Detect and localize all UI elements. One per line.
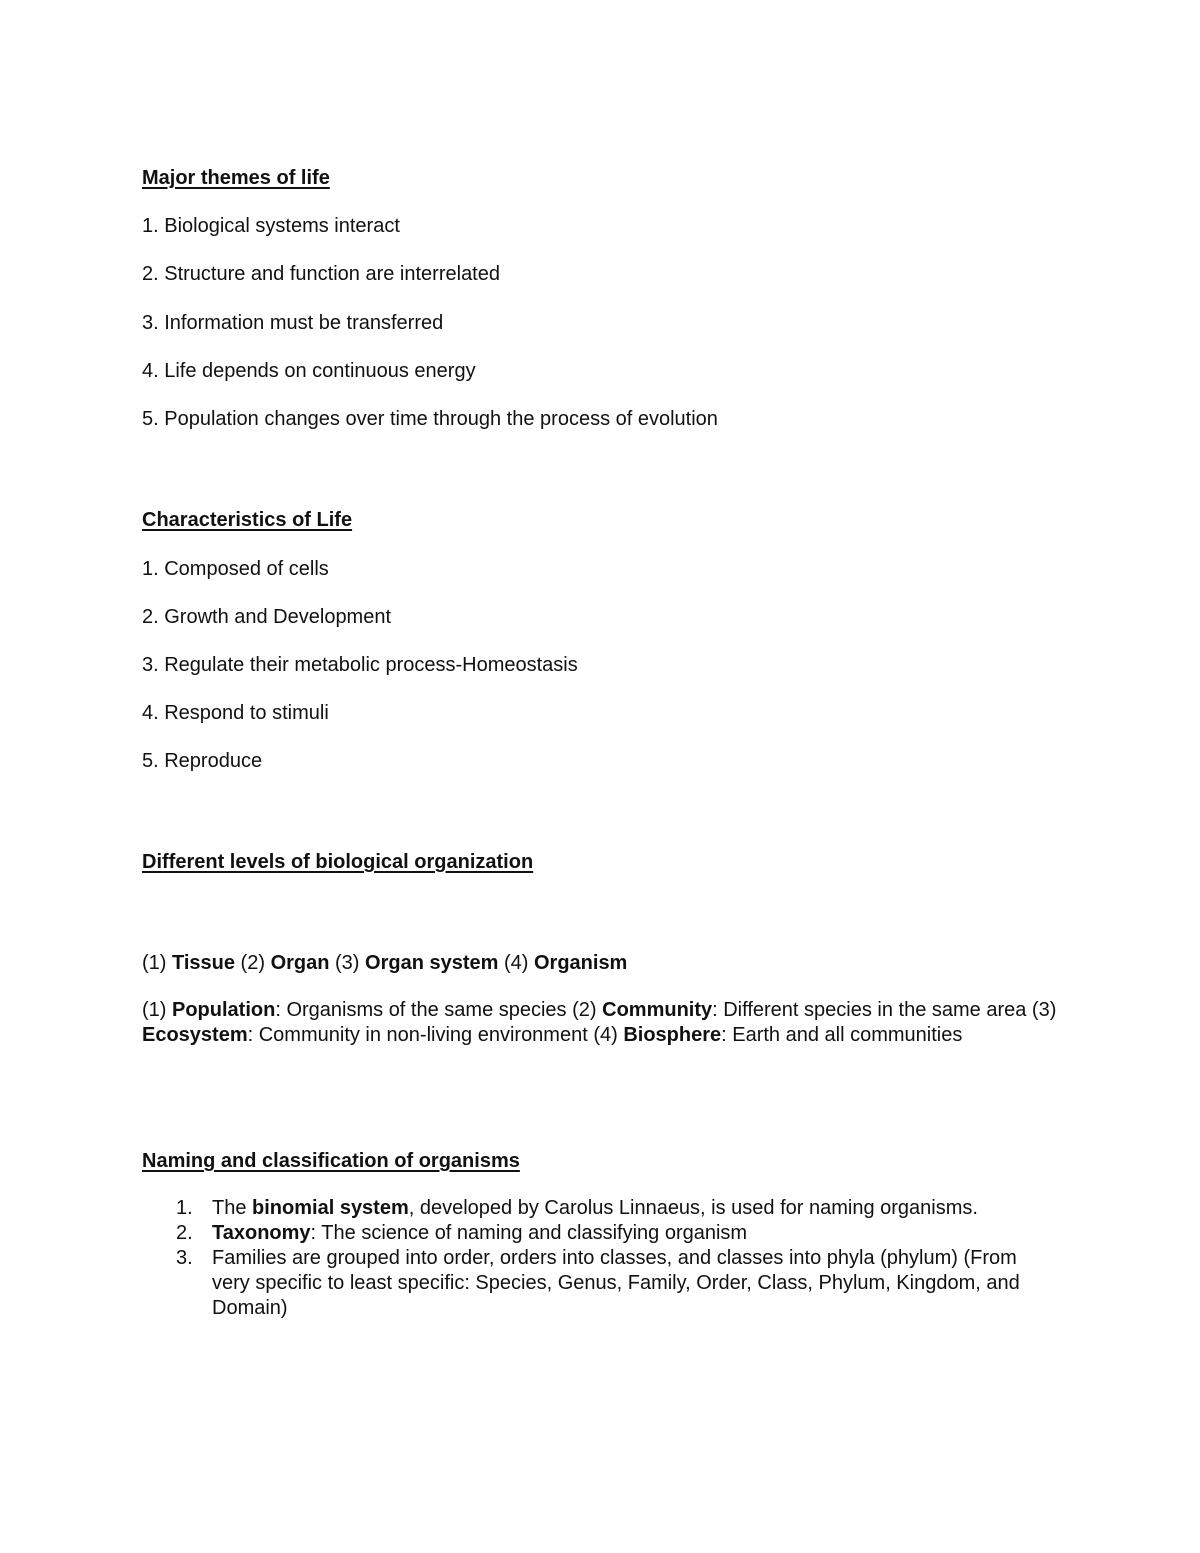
document-page [142, 0, 1062, 1553]
list-number: 1. [176, 1197, 193, 1219]
section-heading-naming: Naming and classification of organisms [142, 1150, 520, 1172]
term-organ-system: Organ system [365, 952, 499, 974]
section-heading-characteristics: Characteristics of Life [142, 509, 353, 531]
term-population: Population [172, 999, 276, 1021]
term-organ: Organ [270, 952, 330, 974]
term-biosphere: Biosphere [623, 1024, 722, 1046]
list-item: 3. Families are grouped into order, orders into classes, and classes into phyla (phylum) (From very specific to least specific: Species, Genus, Family, Order, Class, Phylum, Kingdom, and Domain) [176, 1247, 1020, 1319]
naming-list [142, 1196, 1057, 1321]
list-number: 2. [176, 1222, 193, 1244]
list-item: 5. Population changes over time through the process of evolution [142, 408, 718, 430]
ecology-levels-paragraph: (1) Population: Organisms of the same species (2) Community: Different species in the same area (3) Ecosystem: Community in non-living environment (4) Biosphere: Earth and all communities [142, 999, 1057, 1046]
list-item: 1. Biological systems interact [142, 215, 400, 237]
section-heading-themes: Major themes of life [142, 167, 330, 189]
term-ecosystem: Ecosystem [142, 1024, 248, 1046]
term-organism: Organism [533, 952, 628, 974]
list-item: 4. Life depends on continuous energy [142, 360, 476, 382]
list-item: 3. Regulate their metabolic process-Homeostasis [142, 654, 578, 676]
list-number: 3. [176, 1247, 193, 1269]
term-binomial-system: binomial system [252, 1197, 409, 1219]
list-item: 5. Reproduce [142, 750, 263, 772]
term-tissue: Tissue [172, 952, 235, 974]
list-item: 3. Information must be transferred [142, 312, 444, 334]
section-heading-levels: Different levels of biological organization [142, 851, 534, 873]
list-item: 1. The binomial system, developed by Carolus Linnaeus, is used for naming organisms. [176, 1197, 978, 1219]
organization-levels-line: (1) Tissue (2) Organ (3) Organ system (4) Organism [142, 952, 628, 974]
list-item: 2. Growth and Development [142, 606, 392, 628]
list-item: 2. Structure and function are interrelated [142, 263, 500, 285]
term-taxonomy: Taxonomy [212, 1222, 311, 1244]
list-item: 2. Taxonomy: The science of naming and classifying organism [176, 1222, 748, 1244]
list-item: 1. Composed of cells [142, 558, 329, 580]
list-item: 4. Respond to stimuli [142, 702, 329, 724]
term-community: Community [602, 999, 713, 1021]
